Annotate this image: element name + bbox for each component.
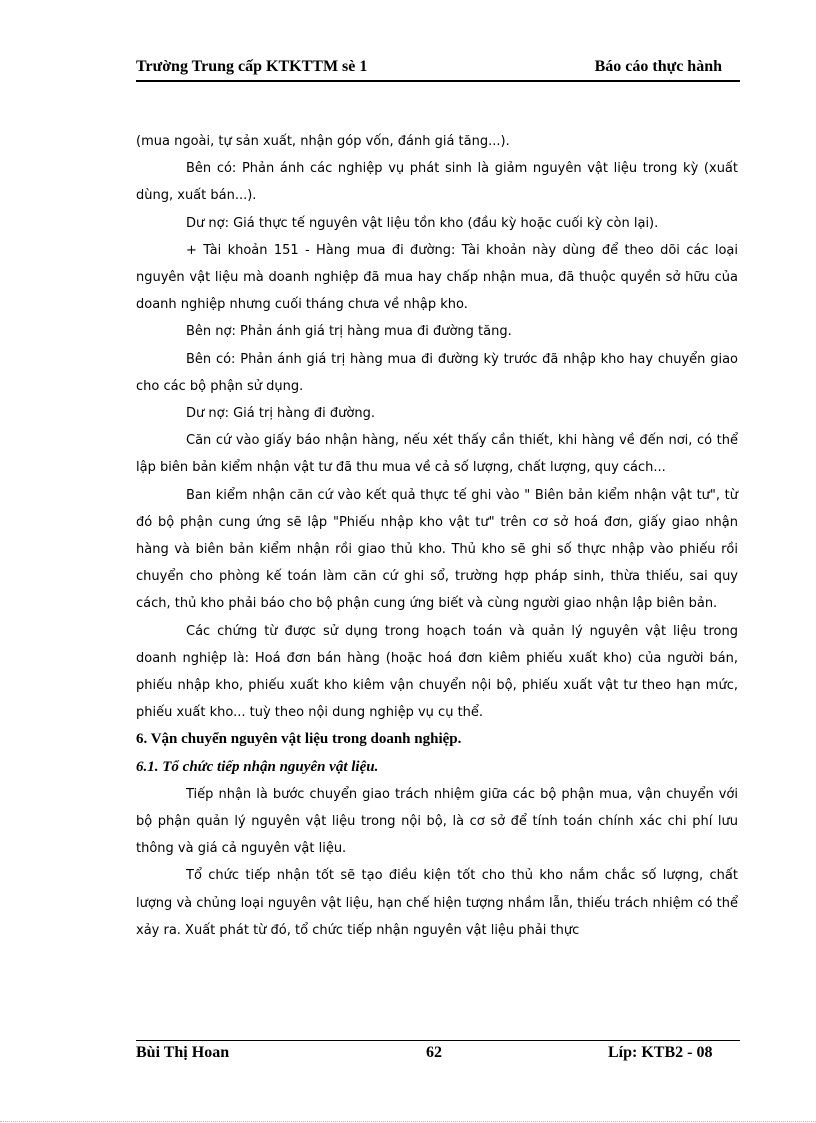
footer-divider [136, 1040, 740, 1041]
subsection-heading: 6.1. Tổ chức tiếp nhận nguyên vật liệu. [136, 758, 379, 775]
paragraph: + Tài khoản 151 - Hàng mua đi đường: Tài khoản này dùng để theo dõi các loại nguyên vật liệu mà doanh nghiệp đã mua hay chấp nhận mua, đã thuộc quyền sở hữu của doanh nghiệp nhưng cuối tháng chưa về nhập kho. [136, 242, 738, 313]
header-title: Báo cáo thực hành [594, 58, 722, 75]
footer-class: Líp: KTB2 - 08 [608, 1044, 713, 1061]
paragraph: Bên nợ: Phản ánh giá trị hàng mua đi đường tăng. [186, 324, 512, 340]
paragraph: Dư nợ: Giá thực tế nguyên vật liệu tồn kho (đầu kỳ hoặc cuối kỳ còn lại). [186, 215, 659, 231]
page-header [136, 58, 740, 82]
paragraph: Các chứng từ được sử dụng trong hoạch toán và quản lý nguyên vật liệu trong doanh nghiệp là: Hoá đơn bán hàng (hoặc hoá đơn kiêm phiếu xuất kho) của người bán, phiếu nhập kho, phiếu xuất kho kiêm vận chuyển nội bộ, phiếu xuất vật tư theo hạn mức, phiếu xuất kho... tuỳ theo nội dung nghiệp vụ cụ thể. [136, 623, 738, 721]
document-body [136, 128, 738, 944]
paragraph: Ban kiểm nhận căn cứ vào kết quả thực tế ghi vào " Biên bản kiểm nhận vật tư", từ đó bộ phận cung ứng sẽ lập "Phiếu nhập kho vật tư" trên cơ sở hoá đơn, giấy giao nhận hàng và biên bản kiểm nhận rồi giao thủ kho. Thủ kho sẽ ghi số thực nhập vào phiếu rồi chuyển cho phòng kế toán làm căn cứ ghi sổ, trường hợp pháp sinh, thừa thiếu, sai quy cách, thủ kho phải báo cho bộ phận cung ứng biết và cùng người giao nhận lập biên bản. [136, 487, 738, 612]
paragraph: Bên có: Phản ánh các nghiệp vụ phát sinh là giảm nguyên vật liệu trong kỳ (xuất dùng, xuất bán...). [136, 161, 738, 204]
paragraph: Căn cứ vào giấy báo nhận hàng, nếu xét thấy cần thiết, khi hàng về đến nơi, có thể lập biên bản kiểm nhận vật tư đã thu mua về cả số lượng, chất lượng, quy cách... [136, 433, 738, 476]
page-number: 62 [426, 1044, 442, 1061]
footer-author: Bùi Thị Hoan [136, 1044, 230, 1061]
paragraph: Bên có: Phản ánh giá trị hàng mua đi đường kỳ trước đã nhập kho hay chuyển giao cho các bộ phận sử dụng. [136, 351, 738, 394]
paragraph: (mua ngoài, tự sản xuất, nhận góp vốn, đánh giá tăng...). [136, 134, 510, 149]
paragraph: Tổ chức tiếp nhận tốt sẽ tạo điều kiện tốt cho thủ kho nắm chắc số lượng, chất lượng và chủng loại nguyên vật liệu, hạn chế hiện tượng nhầm lẫn, thiếu trách nhiệm có thể xảy ra. Xuất phát từ đó, tổ chức tiếp nhận nguyên vật liệu phải thực [136, 868, 738, 938]
paragraph: Tiếp nhận là bước chuyển giao trách nhiệm giữa các bộ phận mua, vận chuyển với bộ phận quản lý nguyên vật liệu trong nội bộ, là cơ sở để tính toán chính xác chi phí lưu thông và giá cả nguyên vật liệu. [136, 786, 738, 857]
paragraph: Dư nợ: Giá trị hàng đi đường. [186, 406, 375, 422]
header-school: Trường Trung cấp KTKTTM sè 1 [136, 58, 368, 75]
page-edge-divider [0, 1121, 816, 1122]
section-heading: 6. Vận chuyển nguyên vật liệu trong doanh nghiệp. [136, 731, 462, 748]
